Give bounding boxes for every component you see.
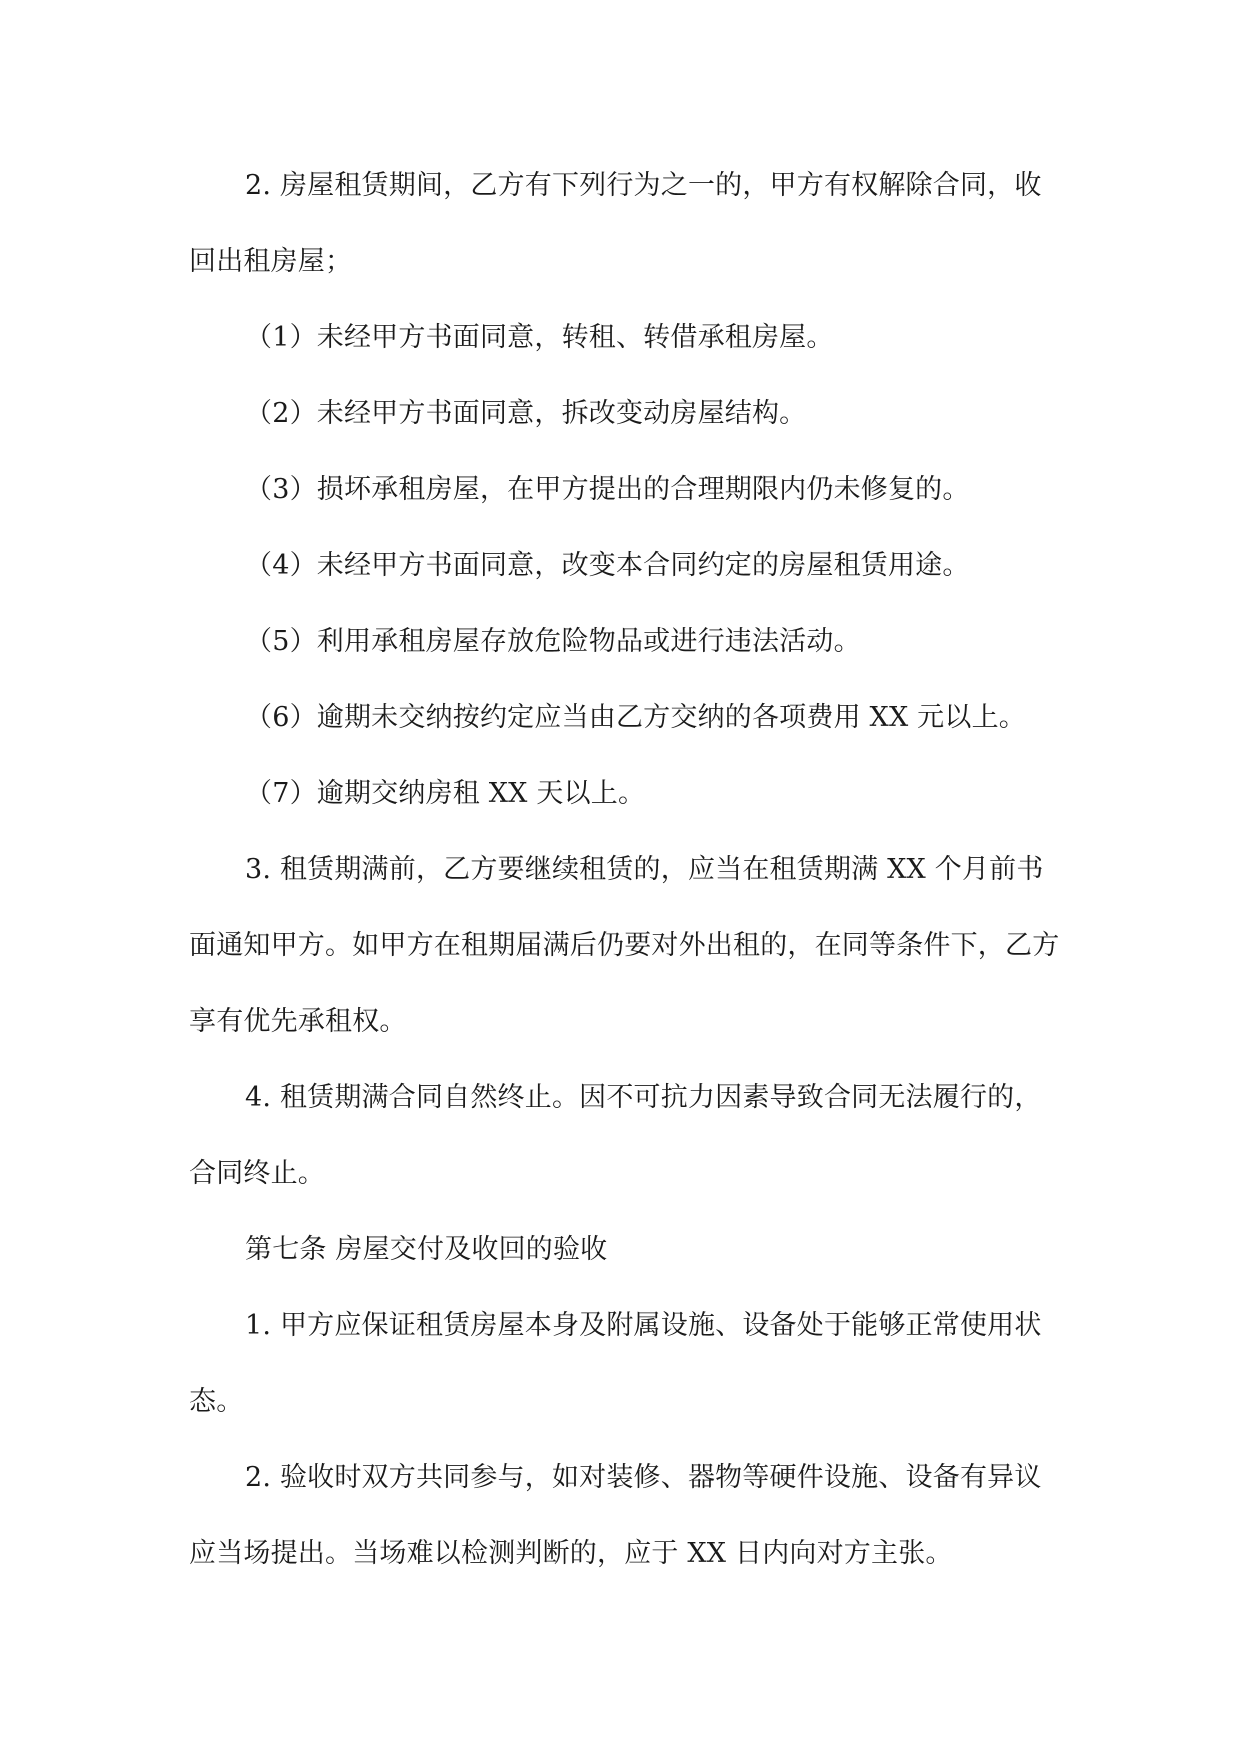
document-body	[189, 148, 1061, 1592]
clause-6-2-item-1: （1）未经甲方书面同意，转租、转借承租房屋。	[245, 322, 834, 353]
clause-6-2-item-4: （4）未经甲方书面同意，改变本合同约定的房屋租赁用途。	[245, 550, 970, 581]
clause-6-2-item-2: （2）未经甲方书面同意，拆改变动房屋结构。	[245, 398, 807, 429]
clause-6-2-item-6: （6）逾期未交纳按约定应当由乙方交纳的各项费用 XX 元以上。	[245, 702, 1026, 733]
clause-6-4: 4. 租赁期满合同自然终止。因不可抗力因素导致合同无法履行的，合同终止。	[189, 1082, 1042, 1189]
clause-6-2-item-7: （7）逾期交纳房租 XX 天以上。	[245, 778, 646, 809]
clause-6-2-item-5: （5）利用承租房屋存放危险物品或进行违法活动。	[245, 626, 861, 657]
clause-6-2: 2. 房屋租赁期间，乙方有下列行为之一的，甲方有权解除合同，收回出租房屋；	[189, 170, 1042, 277]
clause-7-2: 2. 验收时双方共同参与，如对装修、器物等硬件设施、设备有异议应当场提出。当场难以检测判断的，应于 XX 日内向对方主张。	[189, 1462, 1042, 1569]
clause-6-3: 3. 租赁期满前，乙方要继续租赁的，应当在租赁期满 XX 个月前书面通知甲方。如甲方在租期届满后仍要对外出租的，在同等条件下，乙方享有优先承租权。	[189, 854, 1060, 1037]
clause-7-1: 1. 甲方应保证租赁房屋本身及附属设施、设备处于能够正常使用状态。	[189, 1310, 1042, 1417]
clause-6-2-item-3: （3）损坏承租房屋，在甲方提出的合理期限内仍未修复的。	[245, 474, 970, 505]
article-7-heading: 第七条 房屋交付及收回的验收	[245, 1234, 608, 1265]
